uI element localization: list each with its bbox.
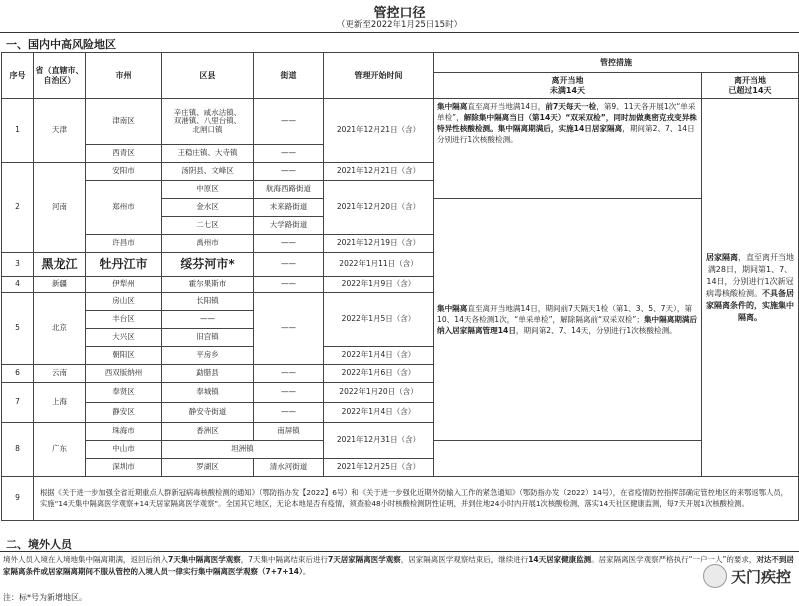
row-province: 河南: [34, 163, 86, 253]
row-seq: 3: [2, 253, 34, 277]
measure-text: 直至离开当地满14日，: [467, 102, 546, 111]
row-start-time: 2021年12月19日（含）: [324, 235, 434, 253]
measure-emphasis: 解除集中隔离当日（第14天）“双采双检”，同时加做奥密克戎变异株特异性核酸检测。集中隔离期满后，实施14日居家隔离: [437, 113, 697, 133]
row-district: 霍尔果斯市: [162, 277, 254, 293]
watermark: [703, 564, 791, 588]
measure-emphasis: 前7天每天一检: [545, 102, 597, 111]
wechat-icon: [703, 564, 727, 588]
row-street: ——: [254, 277, 324, 293]
row-district: 平房乡: [162, 347, 254, 365]
watermark-text: 天门疾控: [730, 567, 791, 586]
row-district: 坦洲镇: [162, 441, 324, 459]
row-seq: 4: [2, 277, 34, 293]
row-street: ——: [254, 383, 324, 403]
row-district: 罗湖区: [162, 459, 254, 477]
row-street: ——: [254, 99, 324, 145]
header-province: 省（直辖市、自治区）: [34, 53, 86, 99]
abroad-emphasis: 对达不到居家隔离条件或居家隔离期间不服从管控的入境人员一律实行集中隔离医学观察（7+7+14）: [3, 555, 794, 576]
row-district: 勐腊县: [162, 365, 254, 383]
row-district: 中原区: [162, 181, 254, 199]
row-district: 汤阴县、文峰区: [162, 163, 254, 181]
update-time: （更新至2022年1月25日15时）: [336, 20, 463, 30]
risk-area-table: [1, 52, 799, 521]
row-seq: 8: [2, 423, 34, 477]
row-start-time: 2022年1月4日（含）: [324, 403, 434, 423]
measure-emphasis: 不具备居家隔离条件的，实施集中隔离。: [706, 288, 794, 322]
row-district: 长阳镇: [162, 293, 254, 311]
abroad-text: ，居家隔离医学观察结束后，继续进行: [400, 555, 529, 564]
header-under-14-days: 离开当地 未满14天: [434, 73, 702, 99]
row-city: 西双版纳州: [86, 365, 162, 383]
page-title: 管控口径: [373, 6, 426, 21]
row-province: 上海: [34, 383, 86, 423]
divider: [0, 32, 799, 33]
section-heading-domestic: 一、国内中高风险地区: [6, 38, 116, 51]
row-city: 中山市: [86, 441, 162, 459]
row-seq: 2: [2, 163, 34, 253]
footnote: 注：标*号为新增地区。: [3, 593, 87, 602]
measure-text: ，期间第2、7、14天，分别进行1次核酸检测。: [515, 326, 677, 335]
row-street: 清水河街道: [254, 459, 324, 477]
abroad-policy-text: [3, 554, 795, 577]
row-province: 云南: [34, 365, 86, 383]
row-city: 许昌市: [86, 235, 162, 253]
row-district: 旧宫镇: [162, 329, 254, 347]
row-start-time: 2021年12月31日（含）: [324, 423, 434, 459]
row-street: ——: [254, 365, 324, 383]
row-start-time: 2022年1月20日（含）: [324, 383, 434, 403]
measure-emphasis: 集中隔离: [437, 304, 468, 313]
row-street: ——: [254, 235, 324, 253]
abroad-text: ，7天集中隔离结束后进行: [240, 555, 328, 564]
row-seq: 9: [2, 477, 34, 521]
row-district: 金水区: [162, 199, 254, 217]
row-city: 伊犁州: [86, 277, 162, 293]
header-city: 市州: [86, 53, 162, 99]
row-city: 朝阳区: [86, 347, 162, 365]
abroad-text: 境外人员入境在入境地集中隔离期满，返回后纳入: [3, 555, 168, 564]
row-street: 大学路街道: [254, 217, 324, 235]
row-district: 静安寺街道: [162, 403, 254, 423]
row-province: 北京: [34, 293, 86, 365]
header-start-time: 管理开始时间: [324, 53, 434, 99]
row-city: 房山区: [86, 293, 162, 311]
row-province: 广东: [34, 423, 86, 477]
row-district: 绥芬河市*: [162, 253, 254, 277]
row-street: ——: [254, 403, 324, 423]
measure-emphasis: 集中隔离: [437, 102, 468, 111]
abroad-text: 。: [302, 566, 311, 576]
row-district: 辛庄镇、咸水沽镇、 双港镇、八里台镇、 北闸口镇: [162, 99, 254, 145]
measure-other-areas: [434, 199, 702, 441]
row-start-time: 2021年12月20日（含）: [324, 181, 434, 235]
header-district: 区县: [162, 53, 254, 99]
policy-basis-text: 根据《关于进一步加强全省近期重点人群新冠病毒核酸检测的通知》（鄂防指办发【2022】6号）和《关于进一步强化近期外防输入工作的紧急通知》（鄂防指办发（2022）14号），在省疫情防控指挥部确定管控地区的来鄂返鄂人员，实施“14天集中隔离医学观察+14天居家隔离医学观察”。全国其它地区，无论本地是否有疫情，须查验48小时核酸检测阴性证明，并到住地24小时内开展1次核酸检测，落实14天社区健康监测，每7天开展1次核酸检测。: [34, 477, 799, 521]
row-district: 禹州市: [162, 235, 254, 253]
row-seq: 1: [2, 99, 34, 163]
measure-text: ，期间第2、7、14日分别进行1次核酸检测。: [437, 124, 695, 144]
row-street: ——: [254, 293, 324, 365]
row-street: ——: [254, 163, 324, 181]
header-over-14-days: 离开当地 已超过14天: [702, 73, 799, 99]
abroad-text: 。居家隔离医学观察严格执行“一户一人”的要求，: [591, 555, 757, 564]
row-start-time: 2022年1月5日（含）: [324, 293, 434, 347]
row-district: 奉城镇: [162, 383, 254, 403]
row-street: 南屏镇: [254, 423, 324, 441]
row-province: 新疆: [34, 277, 86, 293]
row-province: 天津: [34, 99, 86, 163]
row-street: 航海西路街道: [254, 181, 324, 199]
row-city: 大兴区: [86, 329, 162, 347]
measure-text: ，第9、11天各开展1次“单采单检”，: [437, 102, 696, 122]
row-district: 二七区: [162, 217, 254, 235]
measure-text: 直至离开当地满14日，期间前7天隔天1检（第1、3、5、7天），第10、14天各检测1次，“单采单检”，解除隔离前“双采双检”；: [437, 304, 693, 324]
divider: [0, 551, 799, 552]
abroad-emphasis: 7天集中隔离医学观察: [168, 555, 241, 564]
measure-emphasis: 居家隔离: [706, 252, 738, 262]
abroad-emphasis: 7天居家隔离医学观察: [328, 555, 401, 564]
row-province: 黑龙江: [34, 253, 86, 277]
measure-emphasis: 集中隔离期满后纳入居家隔离管理14日: [437, 315, 698, 335]
section-heading-abroad: 二、境外人员: [6, 538, 72, 551]
row-seq: 7: [2, 383, 34, 423]
row-city: 丰台区: [86, 311, 162, 329]
row-start-time: 2022年1月6日（含）: [324, 365, 434, 383]
measure-text: ，直至离开当地满28日，期间第1、7、14日，分别进行1次新冠病毒核酸检测。: [706, 252, 794, 298]
row-city: 西青区: [86, 145, 162, 163]
row-city: 郑州市: [86, 181, 162, 235]
row-street: 未来路街道: [254, 199, 324, 217]
row-city: 珠海市: [86, 423, 162, 441]
measure-over-14-days: [702, 99, 799, 477]
row-city: 津南区: [86, 99, 162, 145]
row-district: 王稳庄镇、大寺镇: [162, 145, 254, 163]
row-district: 香洲区: [162, 423, 254, 441]
row-start-time: 2022年1月4日（含）: [324, 347, 434, 365]
row-seq: 5: [2, 293, 34, 365]
row-start-time: 2021年12月25日（含）: [324, 459, 434, 477]
measure-tianjin-henan: [434, 99, 702, 199]
row-start-time: 2021年12月21日（含）: [324, 99, 434, 163]
row-seq: 6: [2, 365, 34, 383]
row-city: 静安区: [86, 403, 162, 423]
row-city: 牡丹江市: [86, 253, 162, 277]
header-measures: 管控措施: [434, 53, 799, 73]
row-city: 奉贤区: [86, 383, 162, 403]
header-street: 街道: [254, 53, 324, 99]
row-start-time: 2021年12月21日（含）: [324, 163, 434, 181]
row-city: 安阳市: [86, 163, 162, 181]
row-city: 深圳市: [86, 459, 162, 477]
abroad-emphasis: 14天居家健康监测: [528, 555, 592, 564]
row-street: ——: [254, 253, 324, 277]
row-start-time: 2022年1月9日（含）: [324, 277, 434, 293]
row-street: ——: [254, 145, 324, 163]
header-seq: 序号: [2, 53, 34, 99]
row-district: ——: [162, 311, 254, 329]
row-start-time: 2022年1月11日（含）: [324, 253, 434, 277]
